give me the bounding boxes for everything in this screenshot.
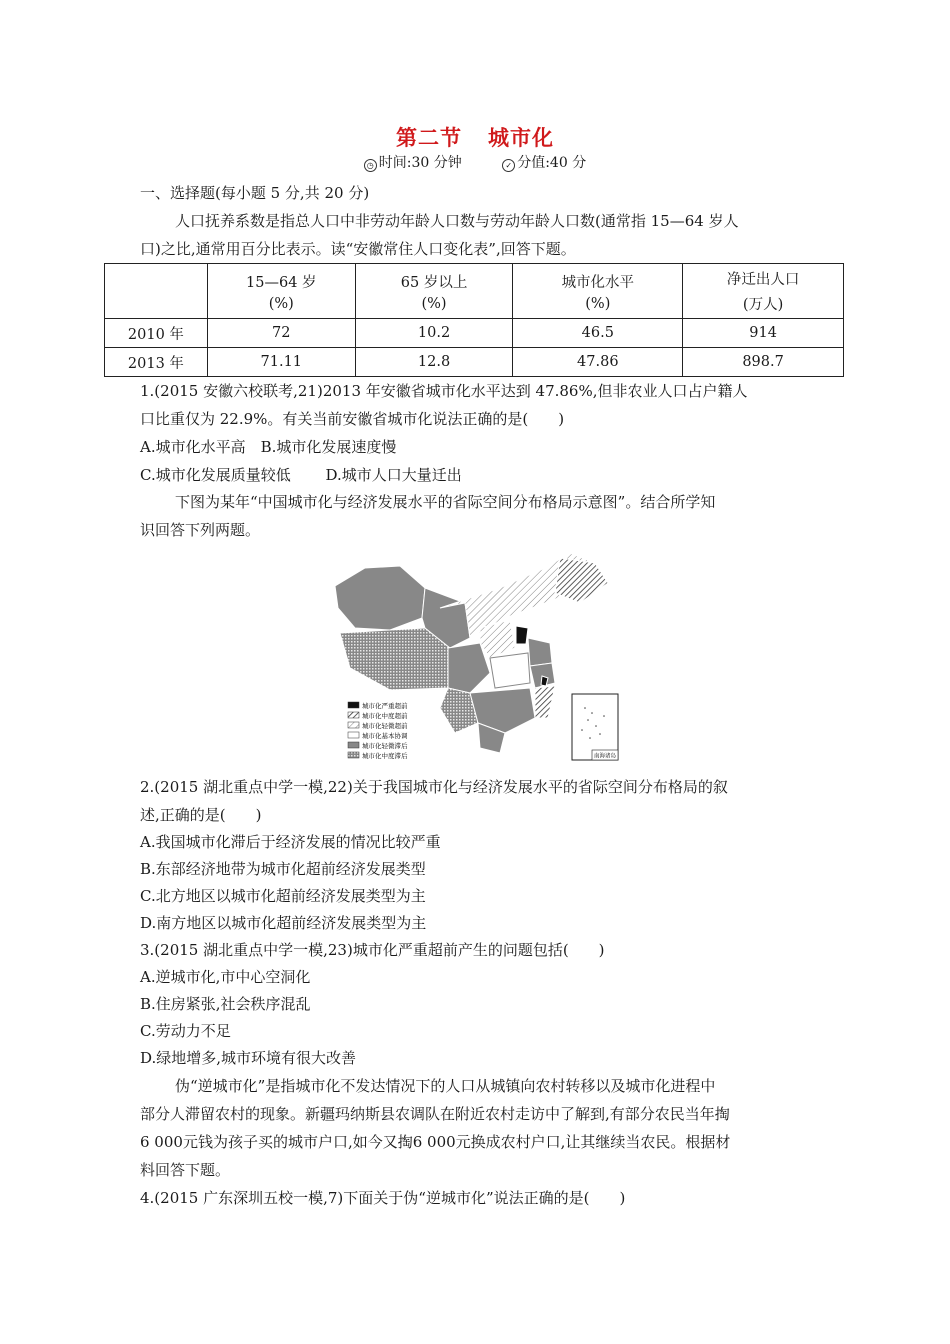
question-2-option: D.南方地区以城市化超前经济发展类型为主: [140, 914, 427, 932]
question-3-option: A.逆城市化,市中心空洞化: [140, 968, 311, 986]
question-3-option: B.住房紧张,社会秩序混乱: [140, 995, 311, 1013]
question-2-option: A.我国城市化滞后于经济发展的情况比较严重: [140, 833, 441, 851]
table-cell: 72: [207, 319, 355, 348]
map-intro-line: 下图为某年“中国城市化与经济发展水平的省际空间分布格局示意图”。结合所学知: [175, 493, 716, 511]
score-info: ✓ 分值:40 分: [502, 152, 586, 172]
title-main: 第二节: [396, 126, 462, 150]
map-region: [535, 686, 555, 718]
passage-line: 6 000元钱为孩子买的城市户口,如今又掏6 000元换成农村户口,让其继续当农民。根据材: [140, 1133, 731, 1151]
table-cell: 2013 年: [105, 348, 208, 377]
title-sub: 城市化: [488, 126, 554, 150]
intro-line: 口)之比,通常用百分比表示。读“安徽常住人口变化表”,回答下题。: [140, 240, 576, 258]
table-header: 65 岁以上 (%): [355, 264, 513, 319]
legend-label: 城市化严重超前: [362, 702, 408, 710]
question-1-option: A.城市化水平高 B.城市化发展速度慢: [140, 438, 397, 456]
legend-label: 城市化轻微滞后: [362, 742, 408, 750]
table-cell: 10.2: [355, 319, 513, 348]
inset-label: 南海诸岛: [594, 753, 617, 760]
table-cell: 47.86: [513, 348, 683, 377]
intro-line: 人口抚养系数是指总人口中非劳动年龄人口数与劳动年龄人口数(通常指 15—64 岁人: [175, 212, 739, 230]
map-region: [448, 643, 490, 693]
table-row: [105, 348, 844, 377]
question-1-stem: 1.(2015 安徽六校联考,21)2013 年安徽省城市化水平达到 47.86%,但非农业人口占户籍人: [140, 382, 748, 400]
map-region: [516, 626, 528, 644]
table-header: 净迁出人口 (万人): [683, 264, 844, 319]
table-header: 城市化水平 (%): [513, 264, 683, 319]
table-header-row: [105, 264, 844, 319]
map-region: [335, 566, 425, 630]
legend-label: 城市化中度滞后: [362, 752, 408, 760]
map-legend: [348, 701, 408, 760]
table-corner: [105, 264, 208, 319]
map-region: [340, 628, 450, 690]
table-cell: 914: [683, 319, 844, 348]
question-2-option: C.北方地区以城市化超前经济发展类型为主: [140, 887, 426, 905]
question-2-stem: 述,正确的是( ): [140, 806, 262, 824]
section-heading: 一、选择题(每小题 5 分,共 20 分): [140, 184, 370, 202]
section-title: [0, 122, 950, 152]
question-2-option: B.东部经济地带为城市化超前经济发展类型: [140, 860, 426, 878]
question-3-option: C.劳动力不足: [140, 1022, 231, 1040]
question-4-stem: 4.(2015 广东深圳五校一模,7)下面关于伪“逆城市化”说法正确的是( ): [140, 1189, 626, 1207]
clock-icon: ◷: [364, 159, 377, 172]
meta-info: [0, 152, 950, 172]
table-cell: 46.5: [513, 319, 683, 348]
table-cell: 2010 年: [105, 319, 208, 348]
map-region: [490, 653, 530, 688]
table-cell: 71.11: [207, 348, 355, 377]
question-3-option: D.绿地增多,城市环境有很大改善: [140, 1049, 357, 1067]
time-info: ◷ 时间:30 分钟: [364, 152, 462, 172]
legend-label: 城市化基本协调: [362, 732, 408, 740]
passage-line: 料回答下题。: [140, 1161, 231, 1179]
map-intro-line: 识回答下列两题。: [140, 521, 261, 539]
passage-line: 伪“逆城市化”是指城市化不发达情况下的人口从城镇向农村转移以及城市化进程中: [175, 1077, 716, 1095]
check-icon: ✓: [502, 159, 515, 172]
map-region: [528, 638, 552, 666]
legend-label: 城市化轻微超前: [362, 722, 408, 730]
china-urbanization-map: [330, 548, 620, 762]
table-row: [105, 319, 844, 348]
question-1-stem: 口比重仅为 22.9%。有关当前安徽省城市化说法正确的是( ): [140, 410, 565, 428]
table-cell: 898.7: [683, 348, 844, 377]
passage-line: 部分人滞留农村的现象。新疆玛纳斯县农调队在附近农村走访中了解到,有部分农民当年掏: [140, 1105, 730, 1123]
question-1-option: C.城市化发展质量较低 D.城市人口大量迁出: [140, 466, 462, 484]
question-2-stem: 2.(2015 湖北重点中学一模,22)关于我国城市化与经济发展水平的省际空间分布格局的叙: [140, 778, 728, 796]
table-header: 15—64 岁 (%): [207, 264, 355, 319]
legend-label: 城市化中度超前: [362, 712, 408, 720]
south-china-sea-inset: [572, 694, 618, 760]
question-3-stem: 3.(2015 湖北重点中学一模,23)城市化严重超前产生的问题包括( ): [140, 941, 605, 959]
population-table: [104, 263, 844, 377]
table-cell: 12.8: [355, 348, 513, 377]
map-region: [555, 558, 608, 603]
